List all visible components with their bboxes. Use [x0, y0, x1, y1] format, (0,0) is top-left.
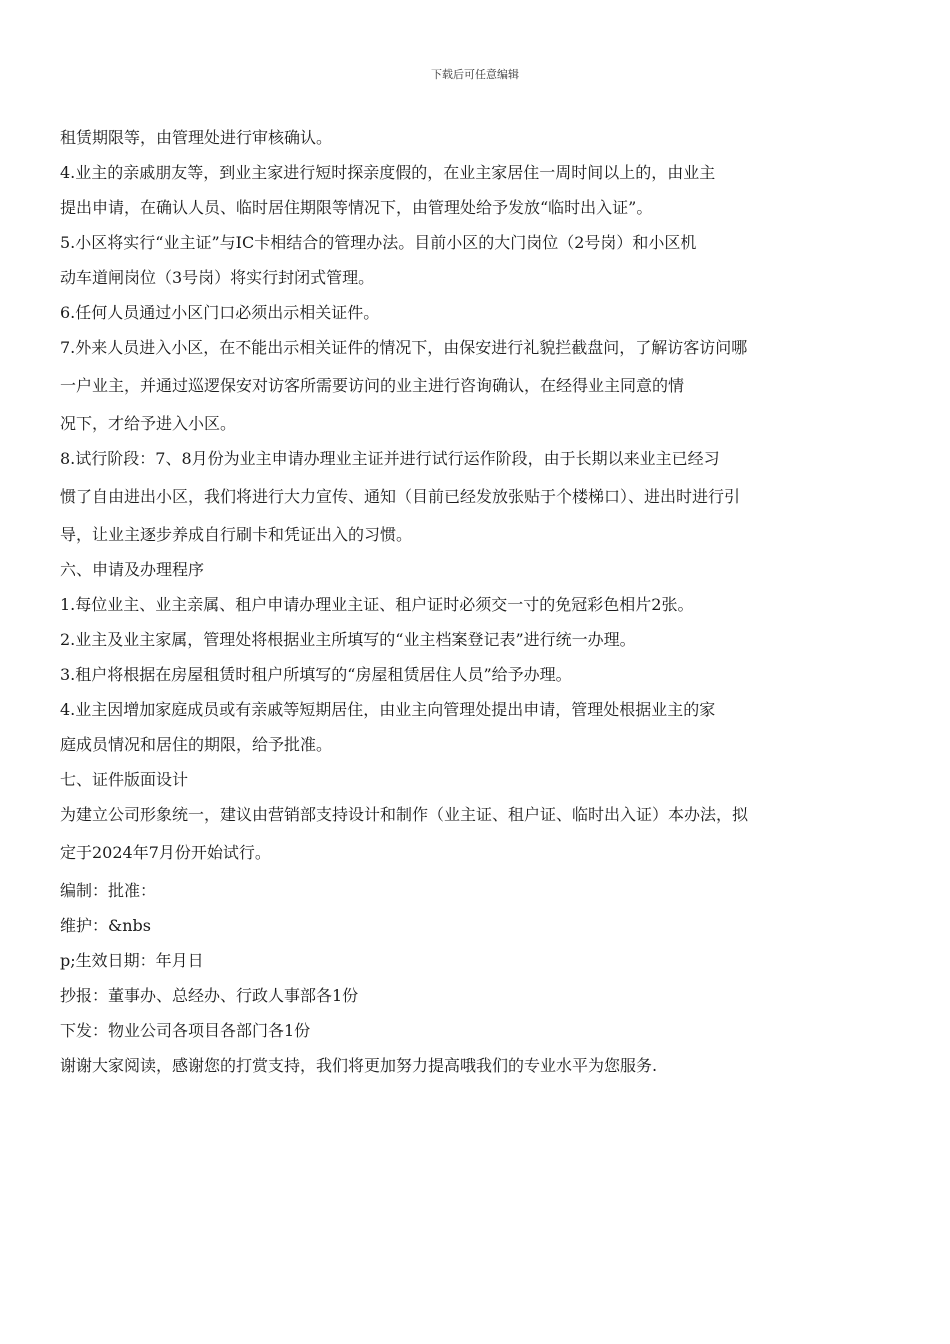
- paragraph-line: 导，让业主逐步养成自行刷卡和凭证出入的习惯。: [60, 525, 413, 544]
- paragraph-line: 动车道闸岗位（3号岗）将实行封闭式管理。: [60, 268, 375, 287]
- paragraph-line: 定于2024年7月份开始试行。: [60, 843, 271, 862]
- paragraph-line: 一户业主，并通过巡逻保安对访客所需要访问的业主进行咨询确认，在经得业主同意的情: [60, 376, 685, 395]
- paragraph-line: 7.外来人员进入小区，在不能出示相关证件的情况下，由保安进行礼貌拦截盘问，了解访客访问哪: [60, 338, 748, 357]
- paragraph-line: 4.业主因增加家庭成员或有亲戚等短期居住，由业主向管理处提出申请，管理处根据业主的家: [60, 700, 716, 719]
- paragraph-line: 谢谢大家阅读，感谢您的打赏支持，我们将更加努力提高哦我们的专业水平为您服务.: [60, 1056, 658, 1075]
- paragraph-line: 抄报：董事办、总经办、行政人事部各1份: [60, 986, 359, 1005]
- paragraph-line: 1.每位业主、业主亲属、租户申请办理业主证、租户证时必须交一寸的免冠彩色相片2张。: [60, 595, 694, 614]
- section-heading: 六、申请及办理程序: [60, 560, 205, 579]
- paragraph-line: 况下，才给予进入小区。: [60, 414, 237, 433]
- paragraph-line: 提出申请，在确认人员、临时居住期限等情况下，由管理处给予发放“临时出入证”。: [60, 198, 653, 217]
- paragraph-line: 惯了自由进出小区，我们将进行大力宣传、通知（目前已经发放张贴于个楼梯口）、进出时进行引: [60, 487, 741, 506]
- paragraph-line: 6.任何人员通过小区门口必须出示相关证件。: [60, 303, 380, 322]
- paragraph-line: 租赁期限等，由管理处进行审核确认。: [60, 128, 333, 147]
- paragraph-line: 为建立公司形象统一，建议由营销部支持设计和制作（业主证、租户证、临时出入证）本办法，拟: [60, 805, 749, 824]
- paragraph-line: 下发：物业公司各项目各部门各1份: [60, 1021, 311, 1040]
- document-body: [60, 126, 890, 1089]
- paragraph-line: 5.小区将实行“业主证”与IC卡相结合的管理办法。目前小区的大门岗位（2号岗）和小区机: [60, 233, 697, 252]
- paragraph-line: 维护：&nbs: [60, 916, 152, 935]
- paragraph-line: p;生效日期：年月日: [60, 951, 204, 970]
- paragraph-line: 4.业主的亲戚朋友等，到业主家进行短时探亲度假的，在业主家居住一周时间以上的，由业主: [60, 163, 716, 182]
- paragraph-line: 编制：批准：: [60, 881, 157, 900]
- paragraph-line: 庭成员情况和居住的期限，给予批准。: [60, 735, 333, 754]
- paragraph-line: 8.试行阶段：7、8月份为业主申请办理业主证并进行试行运作阶段，由于长期以来业主已经习: [60, 449, 720, 468]
- section-heading: 七、证件版面设计: [60, 770, 189, 789]
- paragraph-line: 2.业主及业主家属，管理处将根据业主所填写的“业主档案登记表”进行统一办理。: [60, 630, 636, 649]
- paragraph-line: 3.租户将根据在房屋租赁时租户所填写的“房屋租赁居住人员”给予办理。: [60, 665, 572, 684]
- page-header-note: 下载后可任意编辑: [431, 68, 519, 81]
